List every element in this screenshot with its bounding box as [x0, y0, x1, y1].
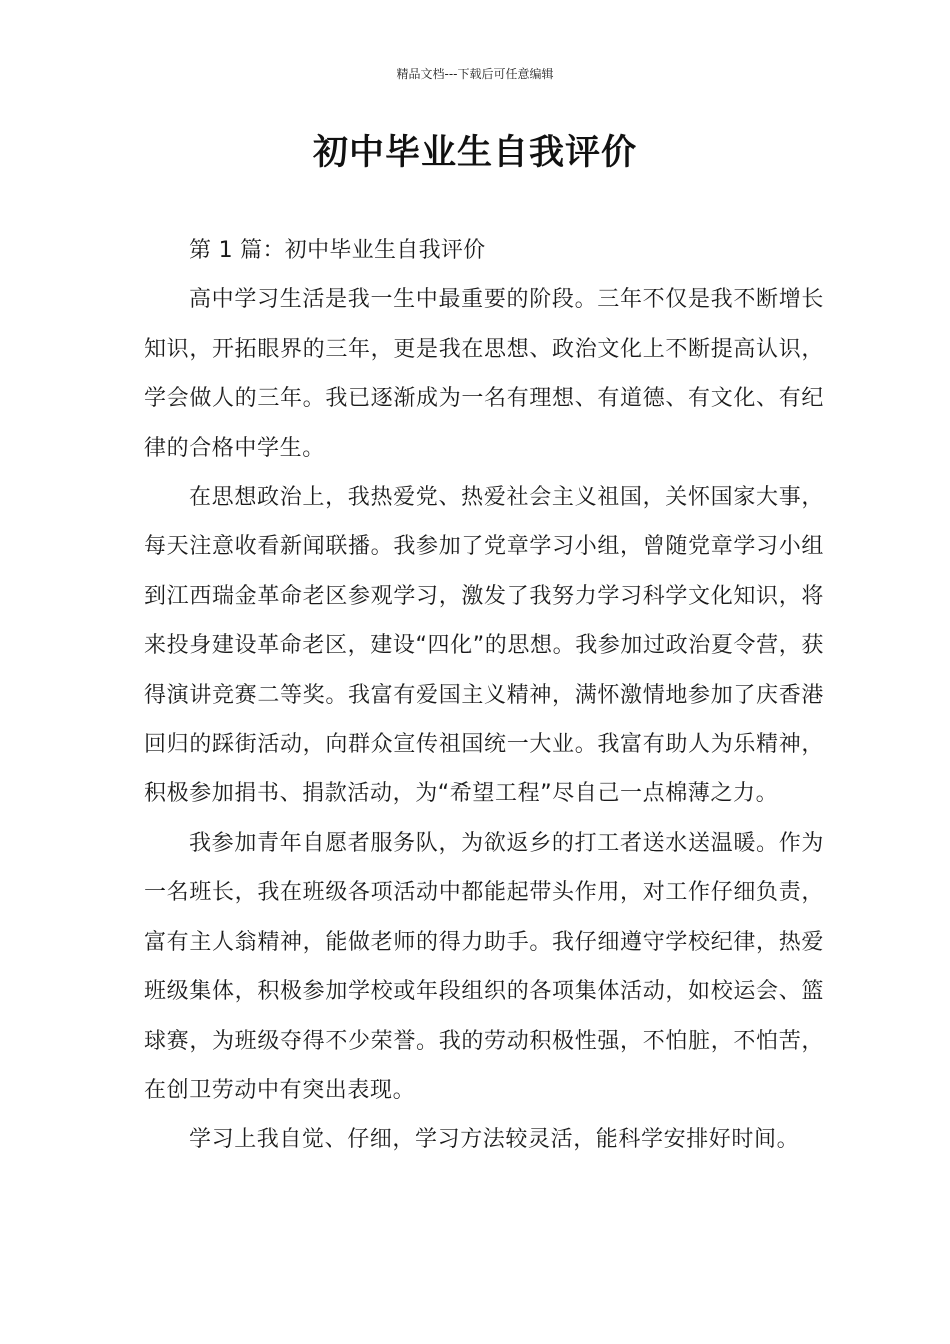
- paragraph: 在思想政治上，我热爱党、热爱社会主义祖国，关怀国家大事，每天注意收看新闻联播。我参加了党章学习小组，曾随党章学习小组到江西瑞金革命老区参观学习，激发了我努力学习科学文化知识，将来投身建设革命老区，建设“四化”的思想。我参加过政治夏令营，获得演讲竞赛二等奖。我富有爱国主义精神，满怀激情地参加了庆香港回归的踩街活动，向群众宣传祖国统一大业。我富有助人为乐精神，积极参加捐书、捐款活动，为“希望工程”尽自己一点棉薄之力。: [144, 485, 824, 807]
- document-title: 初中毕业生自我评价: [312, 133, 637, 173]
- header-note: 精品文档---下载后可任意编辑: [396, 67, 554, 81]
- section-heading: 第 1 篇：初中毕业生自我评价: [189, 238, 486, 263]
- paragraph: 我参加青年自愿者服务队，为欲返乡的打工者送水送温暖。作为一名班长，我在班级各项活动中都能起带头作用，对工作仔细负责，富有主人翁精神，能做老师的得力助手。我仔细遵守学校纪律，热爱班级集体，积极参加学校或年段组织的各项集体活动，如校运会、篮球赛，为班级夺得不少荣誉。我的劳动积极性强，不怕脏，不怕苦，在创卫劳动中有突出表现。: [144, 830, 824, 1103]
- paragraph: 学习上我自觉、仔细，学习方法较灵活，能科学安排好时间。: [189, 1127, 800, 1153]
- paragraph: 高中学习生活是我一生中最重要的阶段。三年不仅是我不断增长知识，开拓眼界的三年，更是我在思想、政治文化上不断提高认识，学会做人的三年。我已逐渐成为一名有理想、有道德、有文化、有纪律的合格中学生。: [144, 287, 824, 461]
- document-body: [144, 226, 824, 1165]
